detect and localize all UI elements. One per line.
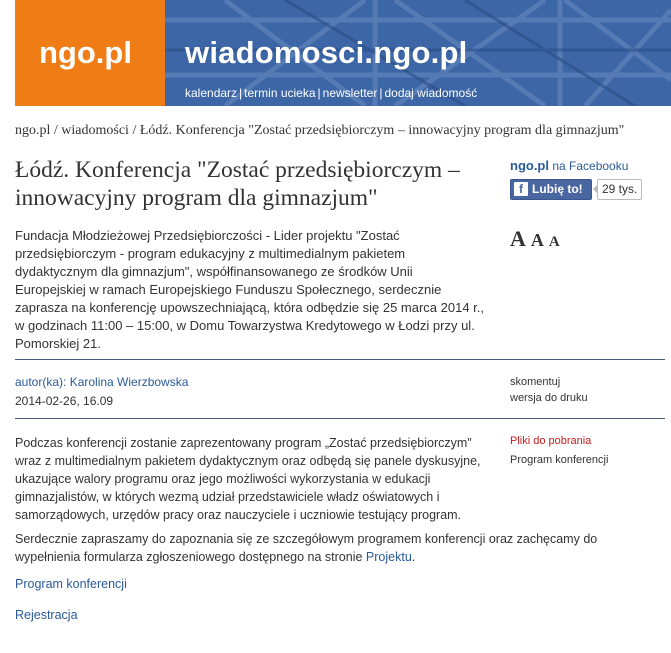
font-size-medium-button[interactable]: A [530, 230, 544, 250]
font-size-small-button[interactable]: A [548, 234, 560, 250]
font-size-controls [510, 226, 565, 252]
article-title: Łódź. Konferencja "Zostać przedsiębiorczym – innowacyjny program dla gimnazjum" [15, 157, 460, 211]
breadcrumb-home[interactable]: ngo.pl [15, 123, 51, 138]
nav-separator: | [239, 86, 243, 100]
facebook-like-button[interactable] [510, 179, 592, 200]
article-body-paragraph [15, 530, 635, 566]
paragraph-text: Serdecznie zapraszamy do zapoznania się ze szczegółowym programem konferencji oraz zachęcamy do wypełnienia formularza zgłoszeniowego dostępnego na stronie [15, 532, 598, 564]
nav-separator: | [317, 86, 321, 100]
downloads-heading: Pliki do pobrania [510, 435, 592, 447]
font-size-large-button[interactable]: A [510, 226, 526, 251]
comment-link[interactable]: skomentuj [510, 376, 561, 388]
facebook-suffix[interactable]: na Facebooku [549, 159, 629, 173]
breadcrumb-separator: / [50, 123, 62, 138]
article-lead: Fundacja Młodzieżowej Przedsiębiorczości - Lider projektu "Zostać przedsiębiorczym - program edukacyjny z multimedialnym pakietem dydaktycznym dla gimnazjum", współfinansowanego ze środków Unii Europejskiej w ramach Europejskiego Funduszu Społecznego, serdecznie zaprasza na konferencję upowszechniającą, która odbędzie się 25 marca 2014 r., w godzinach 11:00 – 15:00, w Domu Towarzystwa Kredytowego w Łodzi przy ul. Pomorskiej 21. [15, 228, 485, 351]
print-version-link[interactable]: wersja do druku [510, 392, 588, 404]
nav-newsletter[interactable]: newsletter [322, 86, 378, 100]
logo-text: ngo.pl [39, 35, 132, 70]
author-name[interactable]: Karolina Wierzbowska [69, 375, 189, 389]
download-program-konferencji[interactable]: Program konferencji [510, 454, 609, 466]
nav-dodaj-wiadomosc[interactable]: dodaj wiadomość [384, 86, 478, 100]
ngo-logo[interactable] [15, 0, 165, 106]
article-actions [510, 374, 588, 406]
author-label: autor(ka): [15, 375, 70, 389]
projekt-link[interactable]: Projektu [365, 550, 412, 564]
facebook-icon: f [514, 182, 528, 196]
breadcrumb-separator: / [128, 123, 140, 138]
facebook-like-label: Lubię to! [532, 182, 583, 196]
breadcrumb-wiadomosci[interactable]: wiadomości [61, 123, 129, 138]
facebook-site-name[interactable]: ngo.pl [510, 158, 549, 173]
divider [15, 418, 665, 419]
breadcrumb-current: Łódź. Konferencja "Zostać przedsiębiorczym – innowacyjny program dla gimnazjum" [139, 123, 625, 138]
article-date: 2014-02-26, 16.09 [15, 394, 114, 408]
article-body-paragraph: Podczas konferencji zostanie zaprezentowany program „Zostać przedsiębiorczym" wraz z multimedialnym pakietem dydaktycznym oraz odbędą się panele dyskusyjne, ukazujące walory programu oraz jego możliwości wykorzystania w edukacji gimnazjalistów, w których wezmą udział przedstawiciele władz oświatowych i samorządowych, urzędów pracy oraz nauczyciele i uczniowie testujący program. [15, 436, 481, 522]
top-nav [185, 86, 477, 100]
nav-kalendarz[interactable]: kalendarz [185, 86, 238, 100]
breadcrumb [15, 123, 624, 139]
divider [15, 359, 665, 360]
nav-termin-ucieka[interactable]: termin ucieka [244, 86, 316, 100]
facebook-like-count: 29 tys. [597, 179, 642, 200]
nav-separator: | [379, 86, 383, 100]
paragraph-end: . [411, 550, 416, 564]
rejestracja-link[interactable]: Rejestracja [15, 608, 78, 622]
downloads-box [510, 432, 608, 470]
facebook-box [510, 158, 628, 173]
article-meta [15, 373, 188, 411]
program-konferencji-link[interactable]: Program konferencji [15, 577, 127, 591]
site-title[interactable]: wiadomosci.ngo.pl [185, 35, 468, 70]
